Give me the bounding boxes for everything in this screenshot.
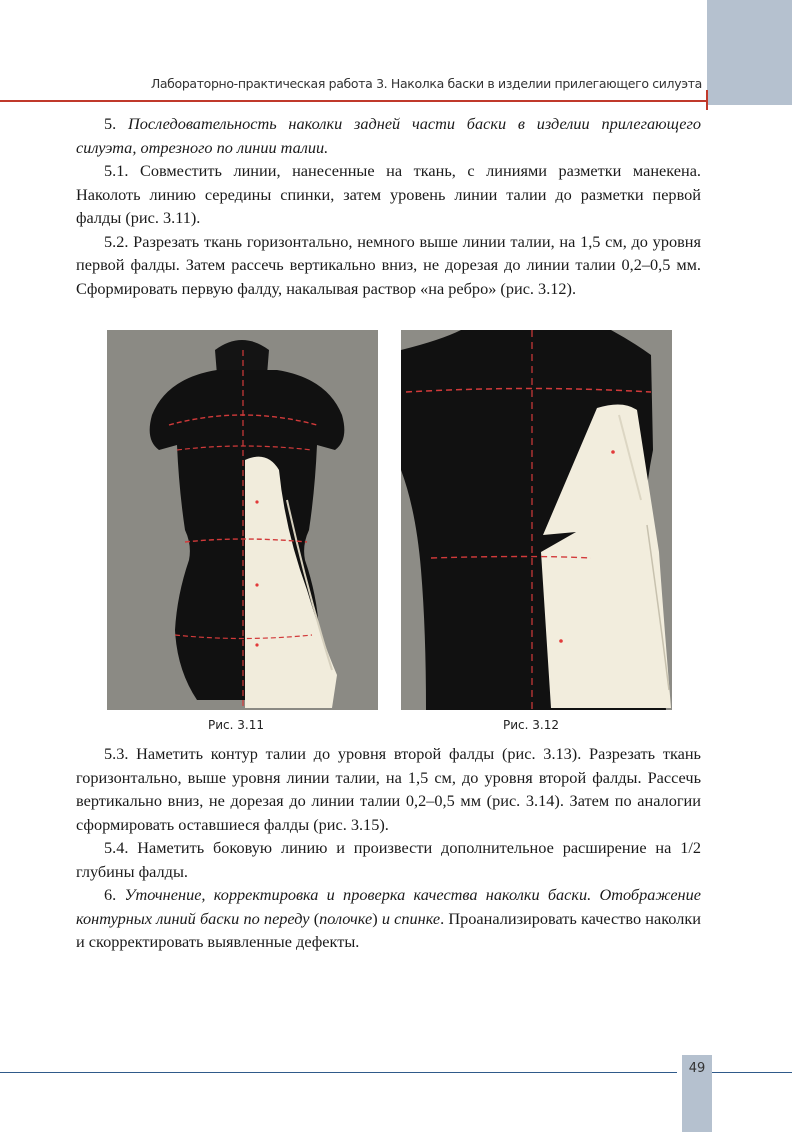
header-tick — [706, 90, 708, 110]
page-number: 49 — [688, 1061, 706, 1076]
running-header: Лабораторно-практическая работа 3. Наколка баски в изделии прилегающего силуэта — [150, 76, 702, 91]
header-tab-strip — [707, 87, 792, 105]
section-5-heading: 5. Последовательность наколки задней части баски в изделии прилегающего силуэта, отрезного по линии талии. — [76, 114, 701, 157]
paragraph-5-2: 5.2. Разрезать ткань горизонтально, немного выше линии талии, на 1,5 см, до уровня первой фалды. Затем рассечь вертикально вниз, не дорезая до линии талии 0,2–0,5 мм. Сформировать первую фалду, накалывая раствор «на ребро» (рис. 3.12). — [76, 231, 701, 298]
header-rule — [0, 100, 707, 102]
section-5-continued-text — [76, 742, 701, 954]
section-5-text — [76, 112, 701, 300]
corner-tab — [707, 0, 792, 87]
paragraph-5-4: 5.4. Наметить боковую линию и произвести дополнительное расширение на 1/2 глубины фалды. — [76, 838, 701, 881]
paragraph-6: 6. Уточнение, корректировка и проверка качества наколки баски. Отображение контурных линий баски по переду (полочке) и спинке. Проанализировать качество наколки и скорректировать выявленные дефекты. — [76, 885, 701, 951]
paragraph-5-1: 5.1. Совместить линии, нанесенные на ткань, с линиями разметки манекена. Наколоть линию середины спинки, затем уровень линии талии до разметки первой фалды (рис. 3.11). — [76, 161, 701, 227]
mannequin-back-illustration — [107, 330, 378, 710]
figure-3-11-caption: Рис. 3.11 — [208, 718, 264, 732]
mannequin-back-closeup-illustration — [401, 330, 672, 710]
figure-3-12-photo — [401, 330, 672, 710]
footer-rule-left — [0, 1072, 677, 1073]
footer-rule-right — [712, 1072, 792, 1073]
paragraph-5-3: 5.3. Наметить контур талии до уровня второй фалды (рис. 3.13). Разрезать ткань горизонтально, выше уровня линии талии, на 1,5 см, до уровня второй фалды. Рассечь вертикально вниз, не дорезая до линии талии 0,2–0,5 мм (рис. 3.14). Затем по аналогии сформировать оставшиеся фалды (рис. 3.15). — [76, 744, 701, 834]
figure-3-11-photo — [107, 330, 378, 710]
figure-3-12-caption: Рис. 3.12 — [503, 718, 559, 732]
